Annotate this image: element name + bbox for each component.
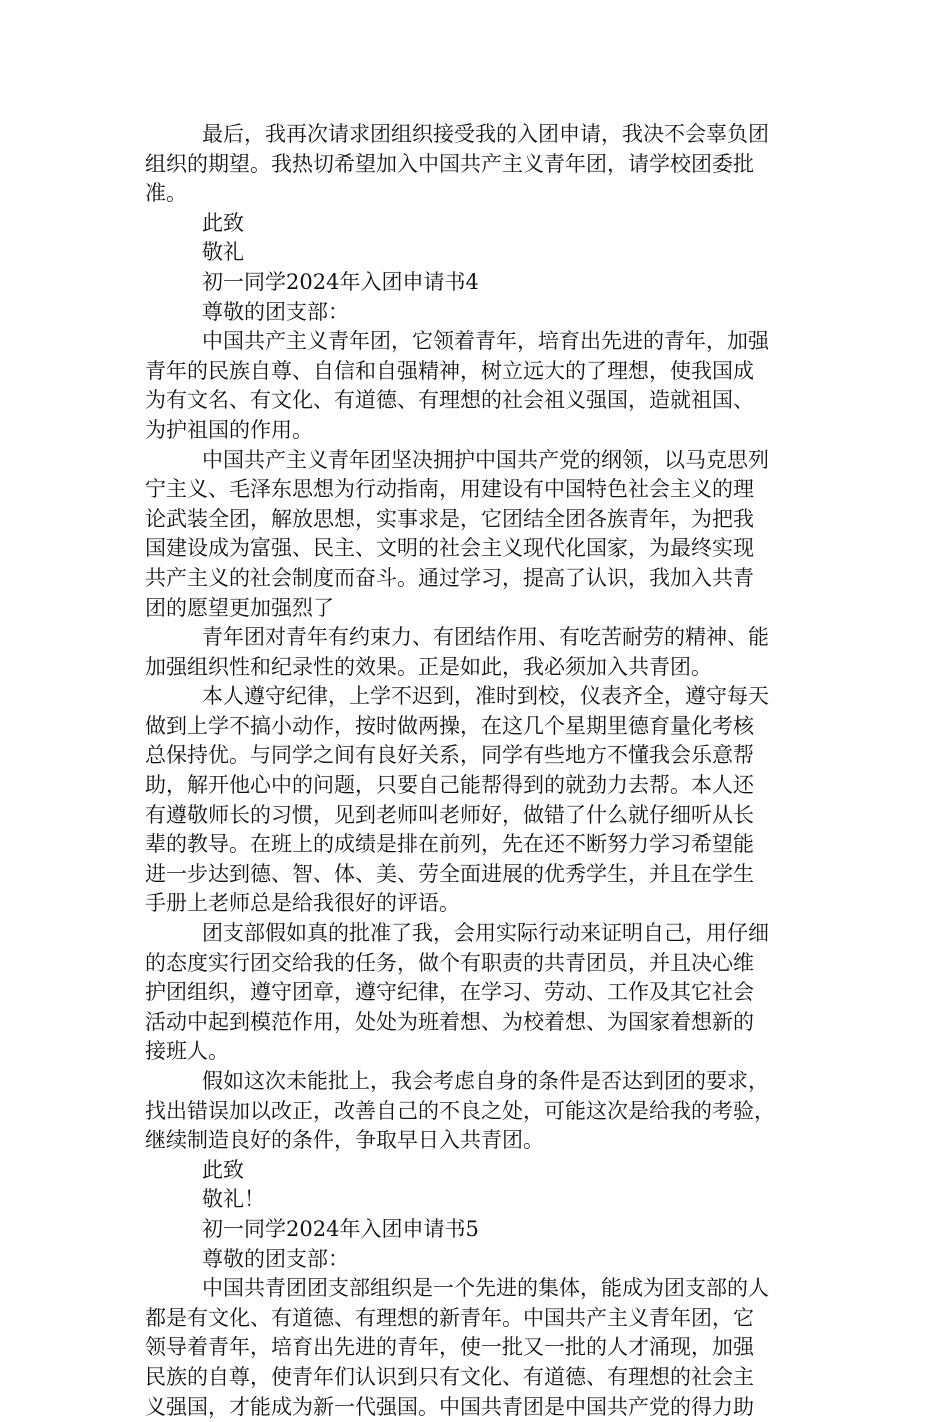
text-line: 领导着青年，培育出先进的青年，使一批又一批的人才涌现，加强	[145, 1335, 754, 1360]
text-line: 敬礼	[202, 240, 244, 265]
text-line: 手册上老师总是给我很好的评语。	[145, 891, 460, 916]
text-line: 加强组织性和纪录性的效果。正是如此，我必须加入共青团。	[145, 654, 712, 679]
text-line: 初一同学2024年入团申请书5	[202, 1216, 479, 1241]
text-line: 义强国，才能成为新一代强国。中国共青团是中国共产党的得力助	[145, 1394, 754, 1419]
text-line: 此致	[202, 1157, 244, 1182]
text-line: 本人遵守纪律，上学不迟到，准时到校，仪表齐全，遵守每天	[202, 684, 769, 709]
text-line: 找出错误加以改正，改善自己的不良之处，可能这次是给我的考验，	[145, 1098, 775, 1123]
text-line: 有遵敬师长的习惯，见到老师叫老师好，做错了什么就仔细听从长	[145, 802, 754, 827]
text-line: 最后，我再次请求团组织接受我的入团申请，我决不会辜负团	[202, 122, 769, 146]
text-line: 活动中起到模范作用，处处为班着想、为校着想、为国家着想新的	[145, 1009, 754, 1034]
text-line: 尊敬的团支部：	[202, 299, 349, 324]
text-line: 为有文名、有文化、有道德、有理想的社会祖义强国，造就祖国、	[145, 388, 754, 413]
text-line: 初一同学2024年入团申请书4	[202, 269, 479, 294]
text-line: 共产主义的社会制度而奋斗。通过学习，提高了认识，我加入共青	[145, 565, 754, 590]
text-line: 准。	[145, 181, 187, 206]
text-line: 接班人。	[145, 1039, 229, 1064]
text-line: 中国共产主义青年团，它领着青年，培育出先进的青年，加强	[202, 329, 769, 354]
text-line: 假如这次未能批上，我会考虑自身的条件是否达到团的要求，	[202, 1069, 769, 1093]
text-line: 做到上学不搞小动作，按时做两操，在这几个星期里德育量化考核	[145, 713, 754, 738]
text-line: 青年团对青年有约束力、有团结作用、有吃苦耐劳的精神、能	[202, 625, 769, 650]
text-line: 组织的期望。我热切希望加入中国共产主义青年团，请学校团委批	[145, 151, 754, 176]
text-line: 团的愿望更加强烈了	[145, 595, 334, 620]
document-body	[145, 120, 805, 1422]
text-line: 尊敬的团支部：	[202, 1246, 349, 1271]
text-line: 论武装全团，解放思想，实事求是，它团结全团各族青年，为把我	[145, 506, 754, 531]
text-line: 团支部假如真的批准了我，会用实际行动来证明自己，用仔细	[202, 921, 769, 946]
text-line: 总保持优。与同学之间有良好关系，同学有些地方不懂我会乐意帮	[145, 743, 754, 768]
text-line: 中国共青团团支部组织是一个先进的集体，能成为团支部的人	[202, 1276, 769, 1301]
text-line: 辈的教导。在班上的成绩是排在前列，先在还不断努力学习希望能	[145, 832, 754, 857]
text-line: 民族的自尊，使青年们认识到只有文化、有道德、有理想的社会主	[145, 1364, 754, 1389]
text-line: 敬礼！	[202, 1187, 265, 1212]
text-line: 助，解开他心中的问题，只要自己能帮得到的就劲力去帮。本人还	[145, 773, 754, 798]
text-line: 都是有文化、有道德、有理想的新青年。中国共产主义青年团，它	[145, 1305, 754, 1330]
text-line: 为护祖国的作用。	[145, 417, 313, 442]
text-line: 继续制造良好的条件，争取早日入共青团。	[145, 1128, 544, 1153]
text-line: 的态度实行团交给我的任务，做个有职责的共青团员，并且决心维	[145, 950, 754, 975]
text-line: 此致	[202, 210, 244, 235]
text-line: 进一步达到德、智、体、美、劳全面进展的优秀学生，并且在学生	[145, 861, 754, 886]
text-line: 中国共产主义青年团坚决拥护中国共产党的纲领，以马克思列	[202, 447, 769, 472]
text-line: 宁主义、毛泽东思想为行动指南，用建设有中国特色社会主义的理	[145, 477, 754, 502]
text-line: 青年的民族自尊、自信和自强精神，树立远大的了理想，使我国成	[145, 358, 754, 383]
text-line: 国建设成为富强、民主、文明的社会主义现代化国家，为最终实现	[145, 536, 754, 561]
text-line: 护团组织，遵守团章，遵守纪律，在学习、劳动、工作及其它社会	[145, 980, 754, 1005]
